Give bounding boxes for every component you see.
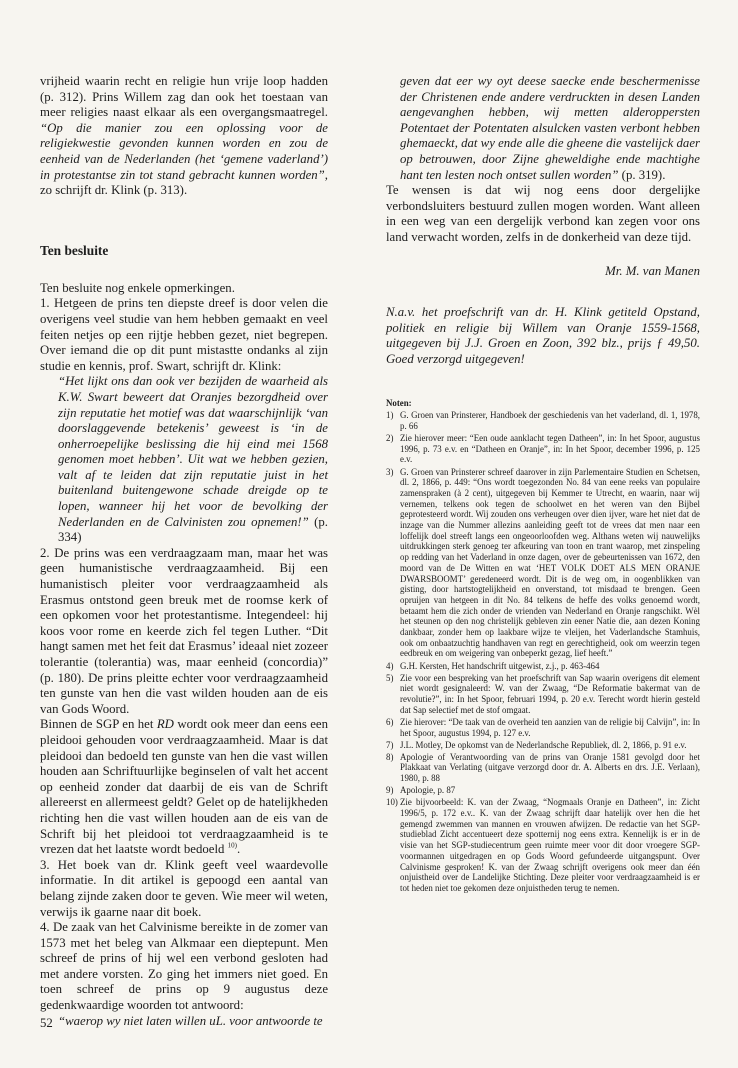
- intro-end: zo schrijft dr. Klink (p. 313).: [40, 183, 188, 198]
- footnote-number: 2): [386, 433, 394, 443]
- prince-quote-continued: [386, 74, 700, 183]
- intro-text: vrijheid waarin recht en religie hun vrije loop hadden (p. 312). Prins Willem zag dan ook het toestaan van meer religies naast elkaar als een overgangsmaatregel.: [40, 74, 328, 120]
- footnote-number: 3): [386, 466, 394, 477]
- footnote-item: [386, 717, 700, 738]
- swart-quote-text: “Het lijkt ons dan ook ver bezijden de waarheid als K.W. Swart beweert dat Oranjes bezorgdheid over zijn reputatie het motief was dat waarschijnlijk ‘van doorslaggevende betekenis’ geweest is ‘in de onherroepelijke beslissing die hij eind mei 1568 genomen moet hebben’. Uit wat we hebben gezien, valt af te leiden dat zijn reputatie juist in het buitenland buitengewone schade dreigde op te lopen, wanneer hij het voor de bevolking der Nederlanden en de Calvinisten zou opnemen!”: [58, 374, 328, 529]
- sgp-pre: Binnen de SGP en het: [40, 717, 157, 732]
- footnote-text: Zie hierover: “De taak van de overheid ten aanzien van de religie bij Calvijn”, in: In het Spoor, augustus 1994, p. 127 e.v.: [400, 716, 700, 738]
- footnote-number: 1): [386, 410, 394, 421]
- notes-list: [386, 410, 700, 893]
- footnote-number: 10): [386, 797, 398, 808]
- point-2: 2. De prins was een verdraagzaam man, maar het was geen humanistische verdraagzaamheid. Bij een humanistisch pleiter voor verdraagzaamheid als Erasmus ontstond geen breuk met de roomse kerk of een opkomen voor het protestantisme. Integendeel: hij koos voor rome en keerde zich fel tegen Luther. “Dit hangt samen met het feit dat Erasmus’ ideaal niet zozeer tolerantie (tolerantia) was, maar eenheid (concordia)” (p. 180). De prins pleitte echter voor verdraagzaamheid ten gunste van hen die vast wilden houden aan de eis van Gods Woord.: [40, 545, 328, 716]
- footnote-item: [386, 785, 700, 796]
- sgp-paragraph: [40, 717, 328, 857]
- footnote-item: [386, 797, 700, 893]
- footnote-text: Zie hierover meer: “Een oude aanklacht tegen Datheen”, in: In het Spoor, augustus 1996, p. 73 e.v. en “Datheen en Oranje”, in: In het Spoor, december 1996, p. 125 e.v.: [400, 433, 700, 465]
- point-3: 3. Het boek van dr. Klink geeft veel waardevolle informatie. In dit artikel is gepoogd een aantal van belang zijnde zaken door te geven. Wie meer wil weten, verwijs ik gaarne naar dit boek.: [40, 857, 328, 919]
- author-signature: Mr. M. van Manen: [605, 263, 700, 278]
- footnote-text: G.H. Kersten, Het handschrift uitgewist, z.j., p. 463-464: [400, 660, 600, 671]
- prince-quote-start: “waerop wy niet laten willen uL. voor antwoorde te: [58, 1013, 323, 1028]
- section-heading: Ten besluite: [40, 242, 109, 258]
- footnote-text: G. Groen van Prinsterer schreef daarover in zijn Parlementaire Studien en Schetsen, dl. 2, 1866, p. 449: “Ons wordt toegezonden No. 84 van eene reeks van populaire zamenspraken (à 2 cent), uitgegeven bij Kemmer te Utrecht, en waarin, naar wij vernemen, telkens ook tegen de schoolwet en het weren van den Bijbel geprotesteerd wordt. Wij zouden ons verheugen over dien ijver, ware het niet dat de inzage van die Nummer allezins aanleiding geeft tot de vrees dat men naar een loffelijk doel streeft langs een ongeoorloofden weg. Althans weten wij nauwelijks uitdrukkingen sterk genoeg ter afkeuring van toon en trant waarop, met zinspeling op redding van het Vaderland in onze dagen, over de gebeurtenissen van 1672, den moord van de De Witten en wat ‘HET VOLK DOET ALS MEN ORANJE DWARSBOOMT’ geredeneerd wordt. Dit is de weg om, in oogenblikken van gisting, door hartstogtelijkheid en onverstand, tot misdaad te brengen. Geen opruijen van hetgeen in dit No. 84 telkens de heffe des volks genoemd wordt, betaamt hem die zich onder de vrienden van Nederland en Oranje rangschikt. Wèl het steunen op den nog christelijk gebleven zin eener Natie die, aan dezen Koning dankbaar, zonder hem op laakbare wijze te vleijen, het Vaderlandsche Stamhuis, ook om onbaatzuchtig handhaven van regt en gerechtigheid, ook om weerzin tegen eedbreuk en om weigering van onbeperkt gezag, lief heeft.”: [400, 466, 700, 659]
- footnote-text: Apologie of Verantwoording van de prins van Oranje 1581 gevolgd door het Plakkaat van Verlating (uitgave verzorgd door dr. A. Alberts en drs. J.E. Verlaan), 1980, p. 88: [400, 751, 700, 784]
- footnote-text: Zie voor een bespreking van het proefschrift van Sap waarin overigens dit element niet wordt gesignaleerd: W. van der Zwaag, “De Reformatie bakermat van de revolutie?”, in: In het Spoor, februari 1994, p. 20 e.v. Terecht wordt hierin gesteld dat Sap selectief met de stof omgaat.: [400, 672, 700, 715]
- left-column: [40, 74, 328, 1029]
- footnote-number: 7): [386, 739, 394, 750]
- sgp-post: wordt ook meer dan eens een pleidooi gehouden voor verdraagzaamheid. Maar is dat pleidooi dan bedoeld ten gunste van hen die vast willen houden aan Schriftuurlijke beginselen of valt het accent op eenheid zonder dat daarbij de eis van de Schrift allereerst en allermeest geldt? Gelet op de hatelijkheden richting hen die vast willen houden aan de eis van de Schrift bij het pleidooi tot verdraagzaamheid is te vrezen dat het laatste wordt bedoeld: [40, 717, 328, 857]
- closing-paragraph: Te wensen is dat wij nog eens door dergelijke verbondsluiters bestuurd zullen mogen worden. Want alleen in een weg van een dergelijk verbond kan zegen voor ons land verwacht worden, zelfs in de donkerheid van deze tijd.: [386, 183, 700, 244]
- book-review-note: N.a.v. het proefschrift van dr. H. Klink getiteld Opstand, politiek en religie bij Willem van Oranje 1559-1568, uitgegeven bij J.J. Groen en Zoon, 392 blz., prijs ƒ 49,50. Goed verzorgd uitgegeven!: [386, 305, 700, 366]
- footnote-number: 8): [386, 751, 394, 762]
- intro-quote: “Op die manier zou een oplossing voor de religiekwestie gevonden kunnen worden en zou de eenheid van de Nederlanden (het ‘gemene vaderland’) in protestantse zin tot stand gebracht kunnen worden”,: [40, 120, 328, 182]
- swart-quote-ref: (p. 334): [58, 514, 328, 545]
- page-number: 52: [40, 1016, 53, 1030]
- prince-quote-ref: (p. 319).: [618, 167, 666, 182]
- right-column: [386, 74, 700, 895]
- footnote-text: Apologie, p. 87: [400, 785, 456, 796]
- opening-line: Ten besluite nog enkele opmerkingen.: [40, 280, 235, 295]
- point-1: 1. Hetgeen de prins ten diepste dreef is door velen die overigens veel studie van hem hebben gemaakt en veel feiten netjes op een rijtje hebben gezet, niet begrepen. Over iemand die op dit punt mistastte ondanks al zijn studie en kennis, prof. Swart, schrijft dr. Klink:: [40, 296, 328, 373]
- footnote-number: 9): [386, 785, 394, 796]
- footnote-item: [386, 740, 700, 751]
- footnote-item: [386, 673, 700, 716]
- footnote-text: J.L. Motley, De opkomst van de Nederlandsche Republiek, dl. 2, 1866, p. 91 e.v.: [400, 739, 687, 750]
- footnote-text: G. Groen van Prinsterer, Handboek der geschiedenis van het vaderland, dl. 1, 1978, p. 66: [400, 410, 700, 431]
- footnotes: [386, 398, 700, 894]
- footnote-number: 5): [386, 672, 394, 683]
- footnote-item: [386, 752, 700, 784]
- footnote-number: 4): [386, 660, 394, 671]
- footnote-number: 6): [386, 716, 394, 727]
- footnote-ref-10: 10): [227, 841, 237, 850]
- footnote-item: [386, 410, 700, 431]
- footnote-item: [386, 467, 700, 660]
- footnote-item: [386, 433, 700, 465]
- intro-paragraph: [40, 74, 328, 199]
- sgp-end: .: [236, 842, 241, 857]
- swart-quote: [40, 374, 328, 546]
- footnote-item: [386, 661, 700, 672]
- sgp-rd: RD: [156, 717, 174, 732]
- footnote-text: Zie bijvoorbeeld: K. van der Zwaag, “Nogmaals Oranje en Datheen”, in: Zicht 1996/5, p. 172 e.v.. K. van der Zwaag schrijft daar hatelijk over hen die het gemengd zwemmen van mannen en vrouwen afwijzen. De redactie van het SGP-studieblad Zicht accentueert deze spotternij nog eens extra. Kennelijk is er in de visie van het SGP-studiecentrum geen ruimte meer voor dit door vroegere SGP-voormannen uitgedragen en op Gods Woord gefundeerde uitgangspunt. Over Calvinisme gesproken! K. van der Zwaag schrijft overigens ook meer dan één onjuistheid over de Landelijke Stichting. Deze pleiter voor verdraagzaamheid is er tot heden niet toe gekomen deze onjuistheden terug te nemen.: [400, 797, 700, 893]
- point-4: 4. De zaak van het Calvinisme bereikte in de zomer van 1573 met het beleg van Alkmaar een dieptepunt. Men schreef de prins of hij wel een verbond gesloten had met andere vorsten. Zo ging het immers niet goed. En toen schreef de prins op 9 augustus deze gedenkwaardige woorden tot antwoord:: [40, 920, 328, 1013]
- prince-quote-text: geven dat eer wy oyt deese saecke ende beschermenisse der Christenen ende andere verdruckten in desen Landen aengevanghen hebben, wij metten alderoppersten Potentaet der Potentaten alsulcken vasten verbont hebben ghemaeckt, dat wy ende alle die gheene die vastelijck daer op betrouwen, door Zijne gheweldighe ende machtighe hant ten lesten noch ontset sullen worden”: [400, 74, 700, 182]
- notes-title: Noten:: [386, 397, 412, 408]
